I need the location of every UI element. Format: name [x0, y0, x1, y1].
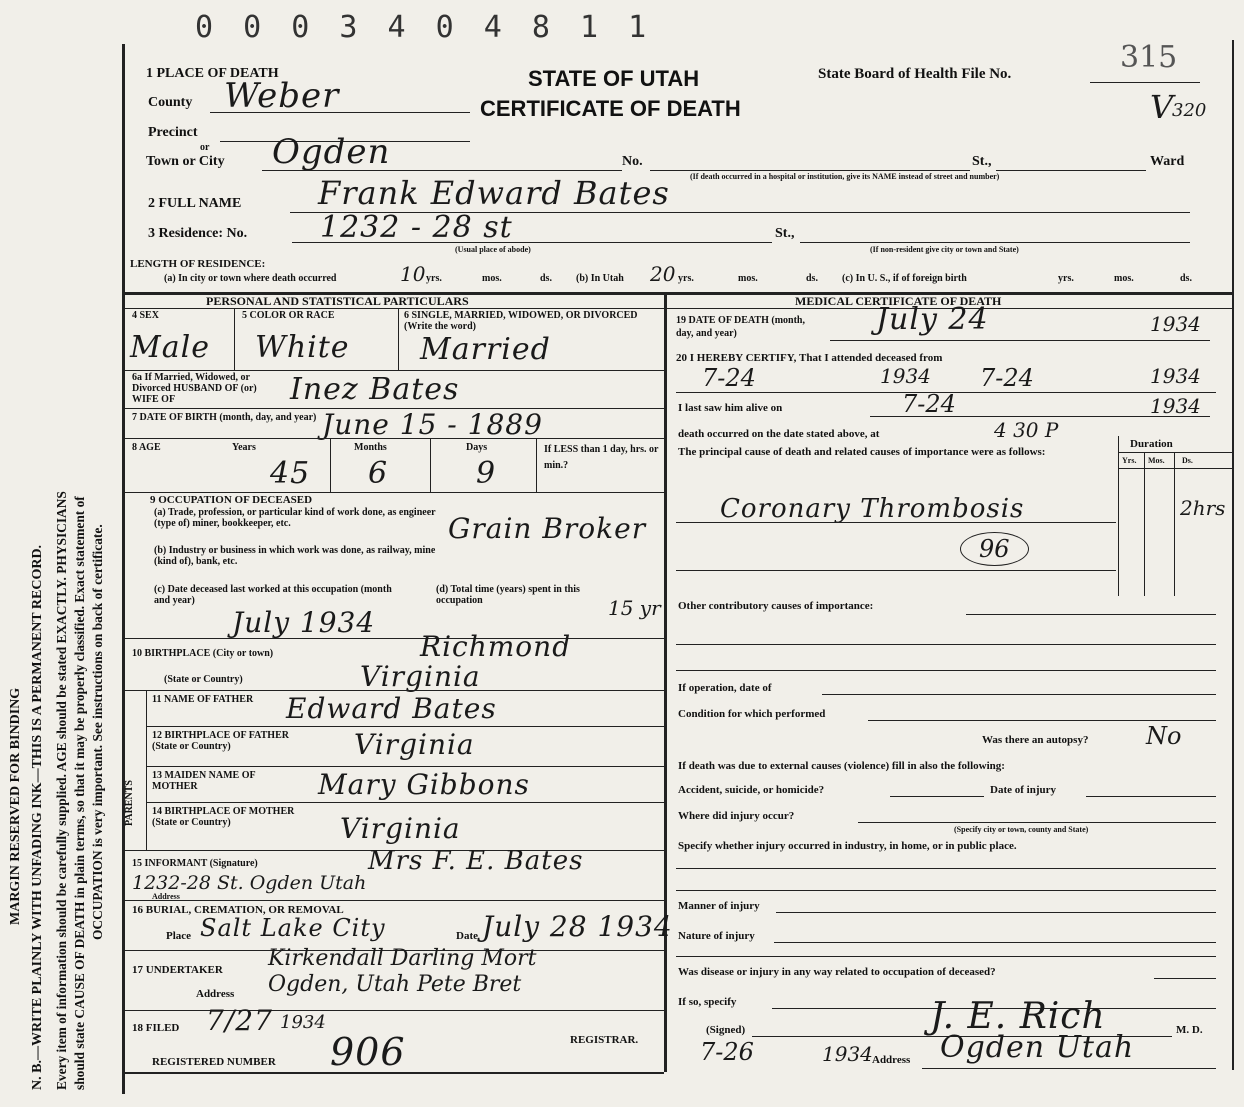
- color-value: White: [255, 330, 350, 365]
- if-so-label: If so, specify: [678, 996, 737, 1008]
- mother-birthplace-label: 14 BIRTHPLACE OF MOTHER (State or Country): [152, 806, 295, 828]
- duration-label: Duration: [1130, 438, 1173, 450]
- length-c-yrs: yrs.: [1058, 273, 1074, 284]
- registrar-label: REGISTRAR.: [570, 1034, 639, 1046]
- father-label: 11 NAME OF FATHER: [152, 694, 254, 705]
- informant-value: Mrs F. E. Bates: [368, 846, 584, 876]
- signed-address-label: Address: [872, 1054, 911, 1066]
- color-label: 5 COLOR OR RACE: [242, 310, 335, 321]
- hospital-note: (If death occurred in a hospital or institution, give its NAME instead of street and number): [690, 172, 1000, 181]
- occupation-a-value: Grain Broker: [448, 512, 647, 545]
- age-months: 6: [368, 456, 389, 491]
- length-b-yrs: yrs.: [678, 273, 694, 284]
- filed-year: 1934: [280, 1012, 326, 1033]
- occupation-d-value: 15 yr: [608, 596, 661, 620]
- last-saw-value: 7-24: [902, 390, 956, 418]
- manner-label: Manner of injury: [678, 900, 760, 912]
- birthplace-label: 10 BIRTHPLACE (City or town): [132, 648, 274, 659]
- length-c-label: (c) In U. S., if of foreign birth: [842, 273, 967, 284]
- county-value: Weber: [224, 76, 340, 116]
- medical-header: MEDICAL CERTIFICATE OF DEATH: [795, 294, 1002, 308]
- filed-label: 18 FILED: [132, 1022, 180, 1034]
- last-saw-label: I last saw him alive on: [678, 402, 783, 414]
- injury-date-label: Date of injury: [990, 784, 1056, 796]
- father-value: Edward Bates: [286, 692, 497, 725]
- marital-value: Married: [420, 332, 551, 367]
- full-name-value: Frank Edward Bates: [318, 174, 670, 212]
- external-label: If death was due to external causes (violence) fill in also the following:: [678, 760, 1005, 772]
- less-than-label: If LESS than 1 day, hrs. or min.?: [544, 444, 659, 471]
- st-label: St.,: [972, 154, 992, 169]
- county-label: County: [148, 95, 193, 110]
- days-label: Days: [466, 442, 488, 453]
- nonres-note: (If non-resident give city or town and State): [870, 245, 1019, 254]
- sex-label: 4 SEX: [132, 310, 159, 321]
- spouse-value: Inez Bates: [290, 372, 460, 407]
- burial-date: July 28 1934: [482, 910, 673, 943]
- specify-place-label: Specify whether injury occurred in industry, in home, or in public place.: [678, 840, 1017, 852]
- spouse-label: 6a If Married, Widowed, or Divorced HUSBAND OF (or) WIFE OF: [132, 372, 257, 405]
- father-birthplace-value: Virginia: [354, 728, 475, 761]
- registered-number-label: REGISTERED NUMBER: [152, 1056, 276, 1068]
- date-of-death-year: 1934: [1150, 312, 1201, 336]
- accident-label: Accident, suicide, or homicide?: [678, 784, 825, 796]
- attended-to: 7-24: [980, 364, 1034, 392]
- last-saw-year: 1934: [1150, 394, 1201, 418]
- residence-label: 3 Residence: No.: [148, 226, 248, 241]
- occupation-c-label: (c) Date deceased last worked at this occupation (month and year): [154, 584, 392, 606]
- autopsy-label: Was there an autopsy?: [982, 734, 1089, 746]
- dob-label: 7 DATE OF BIRTH (month, day, and year): [132, 412, 317, 423]
- state-title: STATE OF UTAH: [528, 66, 700, 91]
- filed-value: 7/27: [206, 1004, 273, 1037]
- length-a-ds: ds.: [540, 273, 552, 284]
- signed-year: 1934: [822, 1042, 873, 1066]
- occupation-c-value: July 1934: [232, 606, 376, 639]
- length-c-mos: mos.: [1114, 273, 1134, 284]
- residence-value: 1232 - 28 st: [320, 210, 513, 245]
- undertaker-label: 17 UNDERTAKER: [132, 964, 223, 976]
- length-a-mos: mos.: [482, 273, 502, 284]
- length-label: LENGTH OF RESIDENCE:: [130, 258, 266, 270]
- birthplace-state-label: (State or Country): [164, 674, 243, 685]
- date-of-death-label: 19 DATE OF DEATH (month, day, and year): [676, 315, 805, 339]
- registered-number-value: 906: [330, 1030, 406, 1074]
- signed-date: 7-26: [700, 1038, 754, 1066]
- signed-address: Ogden Utah: [940, 1030, 1135, 1065]
- check-number: 320: [1172, 100, 1207, 121]
- dob-value: June 15 - 1889: [322, 408, 543, 441]
- burial-place-label: Place: [166, 930, 192, 942]
- margin-instructions-1: Every item of information should be carefully supplied. AGE should be stated EXACTLY. PHYSICIANS: [54, 491, 69, 1090]
- occupation-disease-label: Was disease or injury in any way related to occupation of deceased?: [678, 966, 996, 978]
- occupation-b-label: (b) Industry or business in which work was done, as railway, mine (kind of), bank, etc.: [154, 545, 436, 567]
- length-a-value: 10: [400, 262, 426, 286]
- undertaker-address-label: Address: [196, 988, 235, 1000]
- burial-label: 16 BURIAL, CREMATION, OR REMOVAL: [132, 904, 344, 916]
- signed-label: (Signed): [706, 1024, 746, 1036]
- margin-instructions-3: OCCUPATION is very important. See instructions on back of certificate.: [90, 524, 105, 940]
- certify-label: 20 I HEREBY CERTIFY, That I attended deceased from: [676, 352, 943, 364]
- death-time-label: death occurred on the date stated above, at: [678, 428, 880, 440]
- board-file-label: State Board of Health File No.: [818, 66, 1012, 82]
- cause-duration: 2hrs: [1180, 496, 1226, 520]
- autopsy-value: No: [1146, 722, 1182, 750]
- cause-label: The principal cause of death and related causes of importance were as follows:: [678, 446, 1046, 458]
- duration-ds: Ds.: [1182, 456, 1193, 465]
- mother-birthplace-value: Virginia: [340, 812, 461, 845]
- undertaker-address: Ogden, Utah Pete Bret: [268, 972, 522, 997]
- age-days: 9: [476, 456, 497, 491]
- length-b-mos: mos.: [738, 273, 758, 284]
- informant-address-label: Address: [152, 892, 180, 901]
- birthplace-city: Richmond: [420, 630, 572, 663]
- burial-date-label: Date: [456, 930, 478, 942]
- usual-note: (Usual place of abode): [455, 245, 531, 254]
- attended-from-year: 1934: [880, 364, 931, 388]
- length-a-yrs: yrs.: [426, 273, 442, 284]
- informant-label: 15 INFORMANT (Signature): [132, 858, 258, 869]
- operation-label: If operation, date of: [678, 682, 772, 694]
- residence-st-label: St.,: [775, 226, 795, 241]
- death-time: 4 30 P: [994, 418, 1059, 442]
- certificate-title: CERTIFICATE OF DEATH: [480, 96, 741, 121]
- no-label: No.: [622, 154, 643, 169]
- injury-where-label: Where did injury occur?: [678, 810, 795, 822]
- years-label: Years: [232, 442, 256, 453]
- duration-yrs: Yrs.: [1122, 456, 1137, 465]
- undertaker-value: Kirkendall Darling Mort: [268, 946, 537, 971]
- informant-address: 1232-28 St. Ogden Utah: [132, 872, 367, 894]
- place-of-death-label: 1 PLACE OF DEATH: [146, 66, 279, 81]
- file-number: 315: [1120, 40, 1178, 75]
- length-b-ds: ds.: [806, 273, 818, 284]
- attended-to-year: 1934: [1150, 364, 1201, 388]
- parents-label: PARENTS: [124, 780, 135, 826]
- length-a-label: (a) In city or town where death occurred: [164, 273, 337, 284]
- condition-label: Condition for which performed: [678, 708, 826, 720]
- marital-label: 6 SINGLE, MARRIED, WIDOWED, OR DIVORCED (Write the word): [404, 310, 638, 332]
- months-label: Months: [354, 442, 387, 453]
- occupation-a-label: (a) Trade, profession, or particular kind of work done, as engineer (type of) miner, bookkeeper, etc.: [154, 507, 436, 529]
- occupation-label: 9 OCCUPATION OF DECEASED: [150, 494, 313, 506]
- or-label: or: [200, 142, 210, 153]
- margin-ink-note: N. B.—WRITE PLAINLY WITH UNFADING INK—THIS IS A PERMANENT RECORD.: [30, 544, 45, 1090]
- burial-place: Salt Lake City: [200, 914, 386, 942]
- mother-value: Mary Gibbons: [318, 768, 530, 801]
- town-value: Ogden: [272, 132, 391, 172]
- date-of-death-value: July 24: [876, 302, 989, 337]
- age-label: 8 AGE: [132, 442, 161, 453]
- check-mark: V: [1150, 88, 1175, 126]
- precinct-label: Precinct: [148, 125, 198, 140]
- md-label: M. D.: [1176, 1024, 1203, 1036]
- personal-header: PERSONAL AND STATISTICAL PARTICULARS: [206, 294, 469, 308]
- length-b-label: (b) In Utah: [576, 273, 624, 284]
- cause-value: Coronary Thrombosis: [720, 494, 1025, 524]
- cause-code: 96: [960, 532, 1029, 566]
- nature-label: Nature of injury: [678, 930, 755, 942]
- ward-label: Ward: [1150, 154, 1185, 169]
- attended-from: 7-24: [702, 364, 756, 392]
- duration-mos: Mos.: [1148, 456, 1165, 465]
- sex-value: Male: [130, 330, 210, 365]
- occupation-d-label: (d) Total time (years) spent in this occupation: [436, 584, 580, 606]
- physician-signature: J. E. Rich: [930, 996, 1106, 1037]
- contributory-label: Other contributory causes of importance:: [678, 600, 874, 612]
- age-years: 45: [270, 456, 311, 491]
- length-b-value: 20: [650, 262, 676, 286]
- serial-number: 0 0 0 3 4 0 4 8 1 1: [195, 10, 653, 45]
- town-label: Town or City: [146, 154, 225, 169]
- injury-where-note: (Specify city or town, county and State): [954, 825, 1089, 834]
- margin-instructions-2: should state CAUSE OF DEATH in plain terms, so that it may be properly classified. Exact statement of: [72, 496, 87, 1090]
- father-birthplace-label: 12 BIRTHPLACE OF FATHER (State or Country): [152, 730, 289, 752]
- birthplace-state: Virginia: [360, 660, 481, 693]
- margin-binding-note: MARGIN RESERVED FOR BINDING: [8, 687, 23, 925]
- mother-label: 13 MAIDEN NAME OF MOTHER: [152, 770, 256, 792]
- length-c-ds: ds.: [1180, 273, 1192, 284]
- full-name-label: 2 FULL NAME: [148, 196, 242, 211]
